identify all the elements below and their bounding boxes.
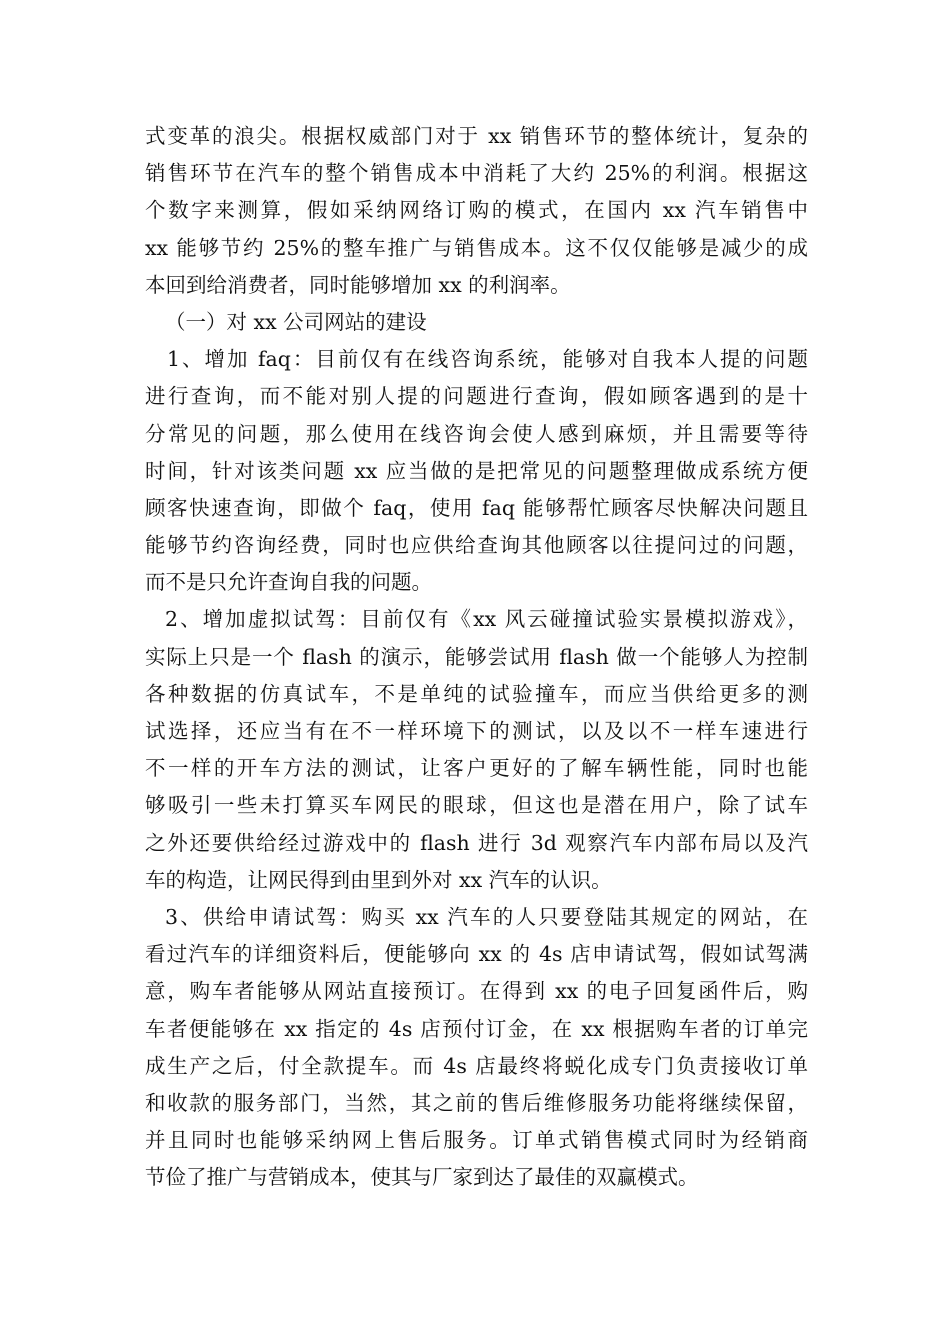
text-line: 并且同时也能够采纳网上售后服务。订单式销售模式同时为经销商 — [145, 1128, 808, 1153]
text-line: 节俭了推广与营销成本，使其与厂家到达了最佳的双赢模式。 — [145, 1165, 699, 1190]
text-line: 之外还要供给经过游戏中的 flash 进行 3d 观察汽车内部布局以及汽 — [145, 830, 808, 855]
document-body — [145, 118, 808, 1196]
text-line: 而不是只允许查询自我的问题。 — [145, 570, 432, 595]
text-line: 各种数据的仿真试车，不是单纯的试验撞车，而应当供给更多的测 — [145, 681, 808, 706]
text-line: 和收款的服务部门，当然，其之前的售后维修服务功能将继续保留， — [145, 1090, 808, 1115]
text-line: 式变革的浪尖。根据权威部门对于 xx 销售环节的整体统计，复杂的 — [145, 124, 808, 148]
text-line: 意，购车者能够从网站直接预订。在得到 xx 的电子回复函件后，购 — [145, 979, 808, 1004]
text-line: 时间，针对该类问题 xx 应当做的是把常见的问题整理做成系统方便 — [145, 458, 808, 483]
list-item-test-drive-application — [145, 899, 808, 1197]
text-line: 顾客快速查询，即做个 faq，使用 faq 能够帮忙顾客尽快解决问题且 — [145, 495, 808, 520]
text-line: 3、供给申请试驾：购买 xx 汽车的人只要登陆其规定的网站，在 — [165, 904, 808, 929]
text-line: 能够节约咨询经费，同时也应供给查询其他顾客以往提问过的问题， — [145, 533, 808, 558]
text-line: 不一样的开车方法的测试，让客户更好的了解车辆性能，同时也能 — [145, 756, 808, 781]
text-line: 进行查询，而不能对别人提的问题进行查询，假如顾客遇到的是十 — [145, 384, 808, 409]
text-line: 车者便能够在 xx 指定的 4s 店预付订金，在 xx 根据购车者的订单完 — [145, 1016, 808, 1041]
text-line: 成生产之后，付全款提车。而 4s 店最终将蜕化成专门负责接收订单 — [145, 1053, 808, 1078]
intro-paragraph — [145, 118, 808, 304]
text-line: 够吸引一些未打算买车网民的眼球，但这也是潜在用户，除了试车 — [145, 793, 808, 818]
text-line: 实际上只是一个 flash 的演示，能够尝试用 flash 做一个能够人为控制 — [145, 644, 808, 669]
text-line: 分常见的问题，那么使用在线咨询会使人感到麻烦，并且需要等待 — [145, 421, 808, 446]
text-line: 试选择，还应当有在不一样环境下的测试，以及以不一样车速进行 — [145, 719, 808, 743]
list-item-virtual-test-drive — [145, 601, 808, 899]
text-line: 本回到给消费者，同时能够增加 xx 的利润率。 — [145, 272, 571, 297]
section-heading: （一）对 xx 公司网站的建设 — [165, 309, 427, 334]
text-line: 1、增加 faq：目前仅有在线咨询系统，能够对自我本人提的问题 — [167, 347, 808, 372]
text-line: 看过汽车的详细资料后，便能够向 xx 的 4s 店申请试驾，假如试驾满 — [145, 942, 808, 967]
text-line: 2、增加虚拟试驾：目前仅有《xx 风云碰撞试验实景模拟游戏》， — [165, 607, 808, 632]
list-item-faq — [145, 341, 808, 601]
text-line: xx 能够节约 25%的整车推广与销售成本。这不仅仅能够是减少的成 — [145, 235, 808, 260]
text-line: 销售环节在汽车的整个销售成本中消耗了大约 25%的利润。根据这 — [145, 161, 808, 186]
text-line: 个数字来测算，假如采纳网络订购的模式，在国内 xx 汽车销售中 — [145, 198, 808, 223]
text-line: 车的构造，让网民得到由里到外对 xx 汽车的认识。 — [145, 867, 612, 892]
